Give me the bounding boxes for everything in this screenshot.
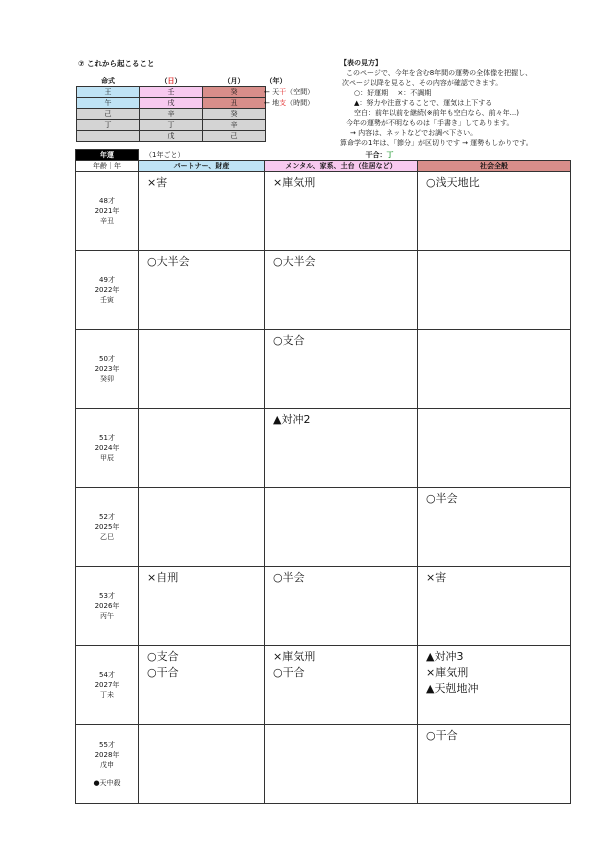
column-header-row — [76, 161, 571, 172]
year-row — [76, 409, 571, 488]
partner-cell — [139, 330, 265, 409]
fortune-entry: ○支合 — [273, 334, 305, 347]
year-cell-age: 55才 — [99, 741, 115, 749]
partner-cell — [139, 488, 265, 567]
meishiki-cell: 癸 — [203, 109, 266, 120]
meishiki-row — [77, 98, 288, 109]
year-cell-kanshi: 癸卯 — [100, 375, 114, 383]
meishiki-cell — [77, 131, 140, 142]
age-year-header: 年齢｜年 — [76, 161, 139, 172]
year-cell-age: 53才 — [99, 592, 115, 600]
fortune-entry: ○浅天地比 — [426, 176, 480, 189]
fortune-entry: ×自刑 — [147, 571, 179, 584]
fortune-entry: ×庫気刑 — [273, 650, 316, 663]
legend-line: このページで、今年を含む8年間の運勢の全体像を把握し、 — [346, 69, 533, 77]
legend-line: ○：好運期 ×：不調期 — [354, 89, 432, 97]
year-cell — [76, 725, 139, 804]
year-row — [76, 251, 571, 330]
partner-cell — [139, 172, 265, 251]
mental-cell — [265, 330, 418, 409]
year-cell-year: 2023年 — [94, 365, 120, 373]
year-row — [76, 488, 571, 567]
legend-line: 今年の運勢が不明なものは「手書き」してあります。 — [346, 119, 514, 127]
tenchusatsu-note: ●天中殺 — [93, 779, 121, 787]
meishiki-cell: 辛 — [203, 120, 266, 131]
legend-line: → 内容は、ネットなどでお調べ下さい。 — [350, 129, 478, 137]
meishiki-cell: 丁 — [140, 120, 203, 131]
year-cell-kanshi: 甲辰 — [100, 454, 114, 462]
meishiki-month-header: （月） — [223, 77, 245, 85]
meishiki-cell: 午 — [77, 98, 140, 109]
meishiki-day-header: （日） — [160, 77, 182, 85]
nenun-note: （1年ごと） — [145, 150, 185, 159]
society-cell — [418, 172, 571, 251]
legend-line: 次ページ以降を見ると、その内容が確認できます。 — [342, 79, 503, 87]
mental-cell — [265, 567, 418, 646]
meishiki-row — [77, 131, 288, 142]
fortune-entry: ○支合 — [147, 650, 179, 663]
heavenly-stem-note: ← 天干（空間） — [264, 88, 315, 96]
kango-value: 丁 — [386, 150, 394, 159]
earthly-branch-note: ← 地支（時間） — [264, 99, 315, 107]
meishiki-cell: 癸 — [203, 87, 266, 98]
year-row — [76, 172, 571, 251]
year-cell-year: 2021年 — [94, 207, 120, 215]
society-cell — [418, 725, 571, 804]
kango-info — [265, 150, 418, 161]
year-cell — [76, 172, 139, 251]
mental-cell — [265, 409, 418, 488]
society-cell — [418, 330, 571, 409]
year-cell — [76, 251, 139, 330]
fortune-entry: ○干合 — [147, 666, 179, 679]
legend-title: 【表の見方】 — [340, 59, 382, 67]
year-cell-age: 50才 — [99, 355, 115, 363]
meishiki-cell: 丁 — [77, 120, 140, 131]
year-cell — [76, 488, 139, 567]
partner-cell — [139, 646, 265, 725]
meishiki-header — [77, 76, 288, 87]
nenun-header: 年運 — [76, 150, 139, 161]
mental-cell — [265, 646, 418, 725]
meishiki-cell: 己 — [77, 109, 140, 120]
year-cell-year: 2027年 — [94, 681, 120, 689]
meishiki-label: 命式 — [101, 77, 115, 85]
mental-cell — [265, 172, 418, 251]
year-cell-kanshi: 壬寅 — [100, 296, 114, 304]
year-cell-year: 2025年 — [94, 523, 120, 531]
fortune-entry: ○半会 — [426, 492, 458, 505]
fortune-entry: ×庫気刑 — [426, 666, 469, 679]
legend-line: ▲：努力や注意することで、運気は上下する — [354, 99, 493, 107]
fortune-entry: ○大半会 — [147, 255, 190, 268]
mental-cell — [265, 725, 418, 804]
fortune-entry: ×害 — [426, 571, 447, 584]
meishiki-year-header: （年） — [265, 77, 287, 86]
meishiki-cell: 己 — [203, 131, 266, 142]
meishiki-row — [77, 109, 288, 120]
fortune-entry: ▲天剋地冲 — [426, 682, 479, 695]
meishiki-cell: 王 — [77, 87, 140, 98]
partner-cell — [139, 567, 265, 646]
fortune-entry: ○干合 — [426, 729, 458, 742]
year-cell — [76, 409, 139, 488]
fortune-entry: ×害 — [147, 176, 168, 189]
year-cell-age: 51才 — [99, 434, 115, 442]
meishiki-cell: 辛 — [140, 109, 203, 120]
year-cell-age: 54才 — [99, 671, 115, 679]
meishiki-cell: 丑 — [203, 98, 266, 109]
society-column-header: 社会全般 — [418, 161, 571, 172]
society-cell — [418, 646, 571, 725]
year-cell — [76, 330, 139, 409]
society-cell — [418, 409, 571, 488]
year-row — [76, 330, 571, 409]
section-title: ⑦ これから起こること — [78, 59, 155, 68]
year-cell-kanshi: 丙午 — [100, 612, 114, 620]
year-cell-age: 52才 — [99, 513, 115, 521]
year-row — [76, 725, 571, 804]
meishiki-row — [77, 120, 288, 131]
fortune-entry: ▲対冲2 — [273, 413, 311, 426]
meishiki-cell: 壬 — [140, 87, 203, 98]
society-cell — [418, 488, 571, 567]
year-cell-year: 2026年 — [94, 602, 120, 610]
fortune-entry: ○干合 — [273, 666, 305, 679]
meishiki-row — [77, 87, 288, 98]
mental-column-header: メンタル、家系、土台（住居など） — [265, 161, 418, 172]
year-cell — [76, 567, 139, 646]
society-cell — [418, 251, 571, 330]
year-row — [76, 646, 571, 725]
partner-column-header: パートナー、財産 — [139, 161, 265, 172]
legend-line: 空白：前年以前を継続(※前年も空白なら、前々年...) — [354, 109, 520, 117]
year-row — [76, 567, 571, 646]
legend-line: 算命学の1年は、「節分」が区切りです → 運勢もしかりです。 — [340, 139, 533, 147]
kango-label: 干合： — [365, 150, 387, 159]
year-cell-age: 49才 — [99, 276, 115, 284]
year-cell-kanshi: 辛丑 — [100, 217, 114, 225]
mental-cell — [265, 488, 418, 567]
year-cell-year: 2028年 — [94, 751, 120, 759]
partner-cell — [139, 725, 265, 804]
year-cell-year: 2022年 — [94, 286, 120, 294]
year-cell-kanshi: 戊申 — [100, 761, 114, 769]
meishiki-table — [76, 76, 288, 142]
fortune-grid — [75, 149, 571, 804]
meishiki-cell: 戌 — [140, 98, 203, 109]
fortune-entry: ○大半会 — [273, 255, 316, 268]
year-cell-kanshi: 丁未 — [100, 691, 114, 699]
year-cell-kanshi: 乙巳 — [100, 533, 114, 541]
meishiki-cell: 戊 — [140, 131, 203, 142]
year-cell-age: 48才 — [99, 197, 115, 205]
partner-cell — [139, 251, 265, 330]
fortune-entry: ×庫気刑 — [273, 176, 316, 189]
partner-cell — [139, 409, 265, 488]
fortune-entry: ▲対冲3 — [426, 650, 464, 663]
year-cell-year: 2024年 — [94, 444, 120, 452]
society-cell — [418, 567, 571, 646]
year-cell — [76, 646, 139, 725]
mental-cell — [265, 251, 418, 330]
fortune-entry: ○半会 — [273, 571, 305, 584]
legend-box — [340, 58, 590, 148]
